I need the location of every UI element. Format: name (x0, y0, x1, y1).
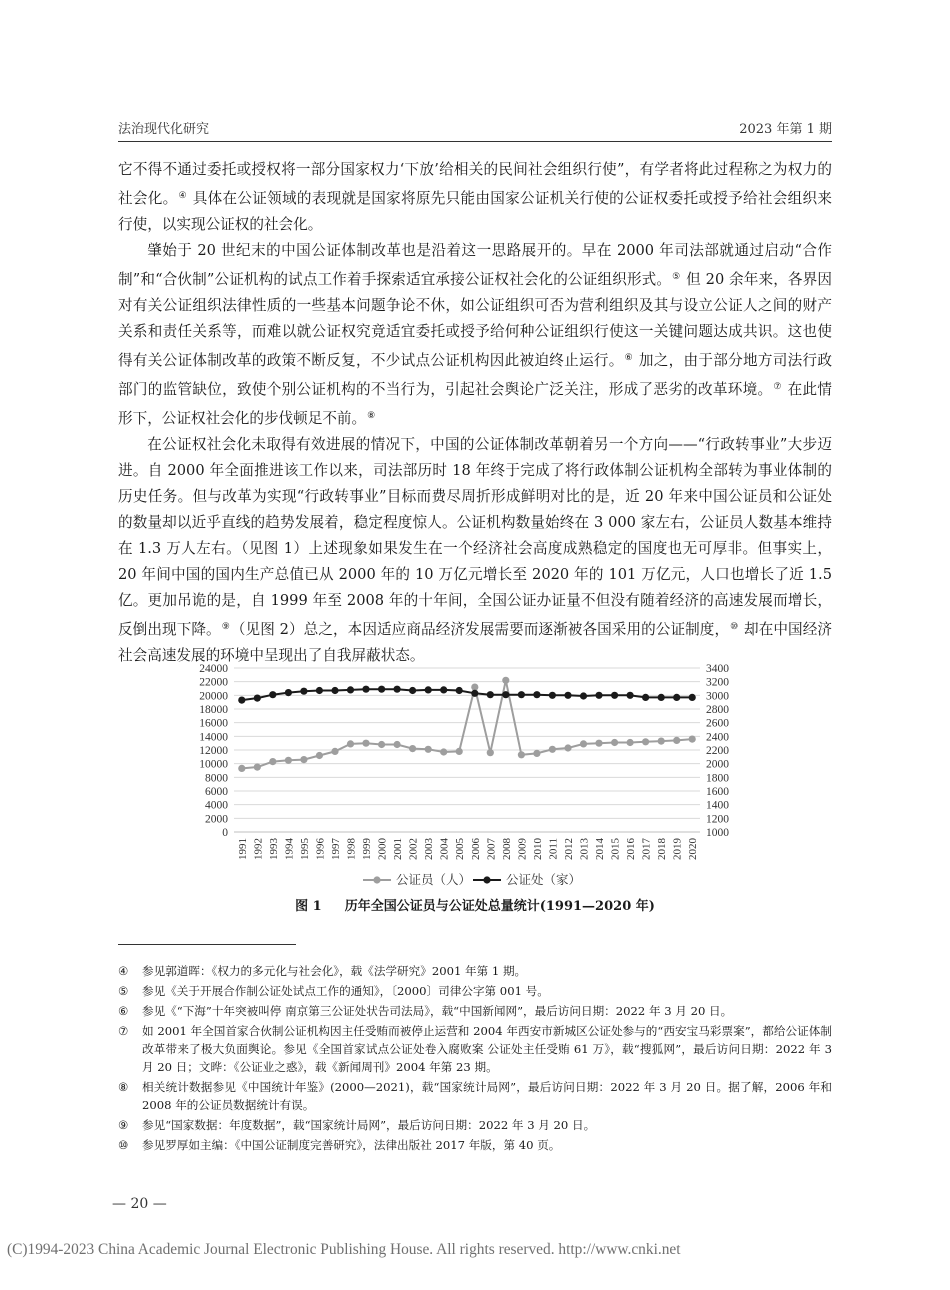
paragraph-text: 但 20 余年来，各界因对有关公证组织法律性质的一些基本问题争论不休，如公证组织可否为营利组织及其与设立公证人之间的财产关系和责任关系等，而难以就公证权究竟适宜委托或授予给何种公证组织行使这一关键问题达成共识。这也使得有关公证体制改革的政策不断反复，不少试点公证机构因此被迫终止运行。 (118, 271, 832, 369)
footnote-number: ⑦ (118, 1024, 129, 1038)
y-left-tick-label: 24000 (199, 663, 228, 675)
footnote-item (118, 1116, 832, 1134)
data-point (409, 745, 416, 752)
x-tick-label: 1993 (267, 838, 280, 860)
issue-label: 2023 年第 1 期 (739, 122, 832, 137)
copyright-line: (C)1994-2023 China Academic Journal Electronic Publishing House. All rights reserved. http://www.cnki.net (7, 1241, 681, 1258)
footnote-item (118, 982, 832, 1000)
footnote-number: ⑩ (118, 1138, 129, 1152)
x-tick-label: 2002 (407, 838, 420, 860)
data-point (285, 757, 292, 764)
data-point (518, 691, 525, 698)
data-point (518, 751, 525, 758)
data-point (471, 690, 478, 697)
y-right-tick-label: 2000 (706, 758, 729, 771)
y-right-tick-label: 3000 (706, 690, 729, 703)
y-left-tick-label: 22000 (199, 676, 228, 689)
x-tick-label: 1991 (236, 838, 249, 860)
x-tick-label: 2014 (594, 838, 607, 860)
y-right-tick-label: 2400 (706, 731, 729, 744)
data-point (611, 739, 618, 746)
data-point (238, 697, 245, 704)
data-point (300, 688, 307, 695)
data-point (238, 765, 245, 772)
footnote-ref: ⑨ (221, 622, 230, 632)
footnote-number: ⑨ (118, 1118, 129, 1132)
data-point (362, 740, 369, 747)
data-point (627, 739, 634, 746)
x-tick-label: 2012 (562, 838, 575, 860)
footnote-ref: ⑩ (730, 622, 739, 632)
legend-swatch-marker (483, 876, 490, 883)
data-point (409, 687, 416, 694)
y-right-tick-label: 1000 (706, 827, 729, 839)
y-left-tick-label: 12000 (199, 745, 228, 757)
x-tick-label: 2005 (454, 838, 467, 860)
data-point (285, 689, 292, 696)
y-right-tick-label: 3200 (706, 676, 729, 689)
data-point (362, 686, 369, 693)
y-left-tick-label: 6000 (205, 786, 228, 798)
data-point (425, 686, 432, 693)
data-point (642, 694, 649, 701)
data-point (673, 737, 680, 744)
paragraph-text: 在此情形下，公证权社会化的步伐顿足不前。 (118, 381, 833, 427)
y-right-tick-label: 2800 (706, 704, 729, 716)
x-tick-label: 2000 (376, 838, 389, 860)
legend-label: 公证员（人） (396, 872, 472, 887)
x-tick-label: 2015 (609, 838, 622, 860)
data-point (331, 687, 338, 694)
body-paragraph (118, 238, 832, 432)
data-point (580, 740, 587, 747)
x-tick-label: 2016 (625, 838, 638, 860)
data-point (394, 741, 401, 748)
data-point (642, 738, 649, 745)
footnote-ref: ④ (178, 191, 187, 201)
caption-label: 图 1 (295, 899, 322, 914)
caption-text: 历年全国公证员与公证处总量统计(1991—2020 年) (344, 899, 655, 914)
x-tick-label: 2020 (687, 838, 700, 860)
data-point (254, 764, 261, 771)
y-right-tick-label: 1800 (706, 772, 729, 785)
data-point (331, 748, 338, 755)
paragraph-text: 具体在公证领域的表现就是国家将原先只能由国家公证机关行使的公证权委托或授予给社会组织来行使，以实现公证权的社会化。 (118, 190, 832, 233)
footnote-rule (118, 944, 296, 945)
footnote-number: ④ (118, 964, 129, 978)
body-text (118, 157, 832, 669)
data-point (471, 684, 478, 691)
data-point (440, 748, 447, 755)
x-tick-label: 2001 (392, 838, 405, 860)
data-point (658, 694, 665, 701)
x-tick-label: 2010 (531, 838, 544, 860)
footnotes (118, 962, 832, 1156)
y-right-tick-label: 1600 (706, 786, 729, 798)
y-right-tick-label: 1400 (706, 799, 729, 812)
x-tick-label: 2011 (547, 838, 560, 860)
series-line (242, 680, 692, 768)
data-point (316, 687, 323, 694)
data-point (347, 686, 354, 693)
data-point (533, 691, 540, 698)
data-point (549, 746, 556, 753)
data-point (533, 750, 540, 757)
data-point (425, 746, 432, 753)
footnote-text: 参见《“下海”十年突被叫停 南京第三公证处状告司法局》，载“中国新闻网”，最后访问日期：2022 年 3 月 20 日。 (142, 1004, 733, 1018)
y-left-tick-label: 18000 (199, 704, 228, 716)
figure-1-chart (168, 652, 788, 897)
y-left-tick-label: 2000 (205, 813, 228, 826)
figure-caption (0, 895, 950, 914)
data-point (611, 692, 618, 699)
x-tick-label: 1997 (329, 838, 342, 860)
x-tick-label: 1998 (345, 838, 358, 860)
footnote-text: 参见《关于开展合作制公证处试点工作的通知》，〔2000〕司律公字第 001 号。 (142, 984, 549, 998)
data-point (254, 695, 261, 702)
data-point (440, 686, 447, 693)
x-tick-label: 2006 (469, 838, 482, 860)
y-left-tick-label: 4000 (205, 799, 228, 812)
data-point (595, 740, 602, 747)
data-point (378, 741, 385, 748)
footnote-number: ⑧ (118, 1080, 129, 1094)
x-tick-label: 1995 (298, 838, 311, 860)
data-point (269, 691, 276, 698)
footnote-number: ⑤ (118, 984, 129, 998)
footnote-item (118, 1022, 832, 1076)
x-tick-label: 2003 (423, 838, 436, 860)
x-tick-label: 2018 (656, 838, 669, 860)
data-point (627, 692, 634, 699)
paragraph-text: 它不得不通过委托或授权将一部分国家权力‘下放’给相关的民间社会组织行使”，有学者将此过程称之为权力的社会化。 (118, 161, 832, 207)
y-left-tick-label: 14000 (199, 731, 228, 744)
data-point (502, 677, 509, 684)
y-left-tick-label: 0 (222, 827, 228, 839)
data-point (456, 748, 463, 755)
y-right-tick-label: 2600 (706, 717, 729, 730)
paragraph-text: 加之，由于部分地方司法行政部门的监管缺位，致使个别公证机构的不当行为，引起社会舆论广泛关注，形成了恶劣的改革环境。 (118, 352, 832, 398)
data-point (673, 694, 680, 701)
y-left-tick-label: 20000 (199, 690, 228, 703)
body-paragraph (118, 157, 832, 238)
x-tick-label: 2013 (578, 838, 591, 860)
x-tick-label: 1994 (283, 838, 296, 860)
data-point (580, 692, 587, 699)
data-point (595, 692, 602, 699)
footnote-ref: ⑤ (672, 272, 681, 282)
footnote-text: 参见“国家数据：年度数据”，载“国家统计局网”，最后访问日期：2022 年 3 月 20 日。 (142, 1118, 596, 1132)
y-left-tick-label: 10000 (199, 758, 228, 771)
x-tick-label: 1999 (361, 838, 374, 860)
x-tick-label: 1992 (252, 838, 265, 860)
data-point (689, 694, 696, 701)
x-tick-label: 2007 (485, 838, 498, 860)
y-right-tick-label: 1200 (706, 813, 729, 826)
data-point (487, 691, 494, 698)
footnote-item (118, 962, 832, 980)
data-point (487, 749, 494, 756)
footnote-text: 参见郭道晖：《权力的多元化与社会化》，载《法学研究》2001 年第 1 期。 (142, 964, 527, 978)
page-number: — 20 — (112, 1196, 167, 1212)
data-point (300, 756, 307, 763)
data-point (269, 758, 276, 765)
footnote-ref: ⑧ (367, 411, 376, 421)
data-point (549, 692, 556, 699)
data-point (456, 687, 463, 694)
x-tick-label: 1996 (314, 838, 327, 860)
body-paragraph (118, 432, 832, 669)
legend-swatch-marker (373, 876, 380, 883)
series-line (242, 689, 692, 700)
paragraph-text: 肇始于 20 世纪末的中国公证体制改革也是沿着这一思路展开的。早在 2000 年司法部就通过启动“合作制”和“合伙制”公证机构的试点工作着手探索适宜承接公证权社会化的公证组织形式。 (118, 242, 832, 288)
x-tick-label: 2004 (438, 838, 451, 860)
x-tick-label: 2019 (671, 838, 684, 860)
data-point (316, 752, 323, 759)
data-point (502, 691, 509, 698)
data-point (689, 736, 696, 743)
footnote-item (118, 1136, 832, 1154)
footnote-item (118, 1078, 832, 1114)
data-point (394, 686, 401, 693)
paragraph-text: 在公证权社会化未取得有效进展的情况下，中国的公证体制改革朝着另一个方向——“行政转事业”大步迈进。自 2000 年全面推进该工作以来，司法部历时 18 年终于完成了将行政体制公证机构全部转为事业体制的历史任务。但与改革为实现“行政转事业”目标而费尽周折形成鲜明对比的是，近 20 年来中国公证员和公证处的数量却以近乎直线的趋势发展着，稳定程度惊人。公证机构数量始终在 3 000 家左右，公证员人数基本维持在 1.3 万人左右。（见图 1）上述现象如果发生在一个经济社会高度成熟稳定的国度也无可厚非。但事实上，20 年间中国的国内生产总值已从 2000 年的 10 万亿元增长至 2020 年的 101 万亿元，人口也增长了近 1.5 亿。更加吊诡的是，自 1999 年至 2008 年的十年间，全国公证办证量不但没有随着经济的高速发展而增长，反倒出现下降。 (118, 436, 832, 638)
footnote-item (118, 1002, 832, 1020)
data-point (658, 738, 665, 745)
journal-title: 法治现代化研究 (118, 122, 210, 137)
data-point (564, 744, 571, 751)
data-point (564, 692, 571, 699)
data-point (347, 740, 354, 747)
footnote-number: ⑥ (118, 1004, 129, 1018)
y-left-tick-label: 8000 (205, 772, 228, 785)
header-rule (118, 141, 832, 142)
y-left-tick-label: 16000 (199, 717, 228, 730)
x-tick-label: 2009 (516, 838, 529, 860)
footnote-ref: ⑥ (624, 353, 634, 363)
y-right-tick-label: 3400 (706, 663, 729, 675)
footnote-text: 相关统计数据参见《中国统计年鉴》(2000—2021)，载“国家统计局网”，最后访问日期：2022 年 3 月 20 日。据了解，2006 年和 2008 年的公证员数据统计有误。 (142, 1080, 832, 1112)
y-right-tick-label: 2200 (706, 745, 729, 757)
legend-label: 公证处（家） (506, 872, 582, 887)
footnote-text: 参见罗厚如主编：《中国公证制度完善研究》，法律出版社 2017 年版，第 40 页。 (142, 1138, 561, 1152)
x-tick-label: 2017 (640, 838, 653, 860)
data-point (378, 686, 385, 693)
paragraph-text: （见图 2）总之，本因适应商品经济发展需要而逐渐被各国采用的公证制度， (230, 621, 730, 638)
footnote-text: 如 2001 年全国首家合伙制公证机构因主任受贿而被停止运营和 2004 年西安市新城区公证处参与的“西安宝马彩票案”，都给公证体制改革带来了极大负面舆论。参见《全国首家试点公证处卷入腐败案 公证处主任受贿 61 万》，载“搜狐网”，最后访问日期：2022 年 3 月 20 日；文晔：《公证业之惑》，载《新闻周刊》2004 年第 23 期。 (142, 1024, 832, 1074)
footnote-ref: ⑦ (773, 382, 782, 392)
x-tick-label: 2008 (500, 838, 513, 860)
paragraph-text: 却在中国经济社会高速发展的环境中呈现出了自我屏蔽状态。 (118, 621, 832, 664)
